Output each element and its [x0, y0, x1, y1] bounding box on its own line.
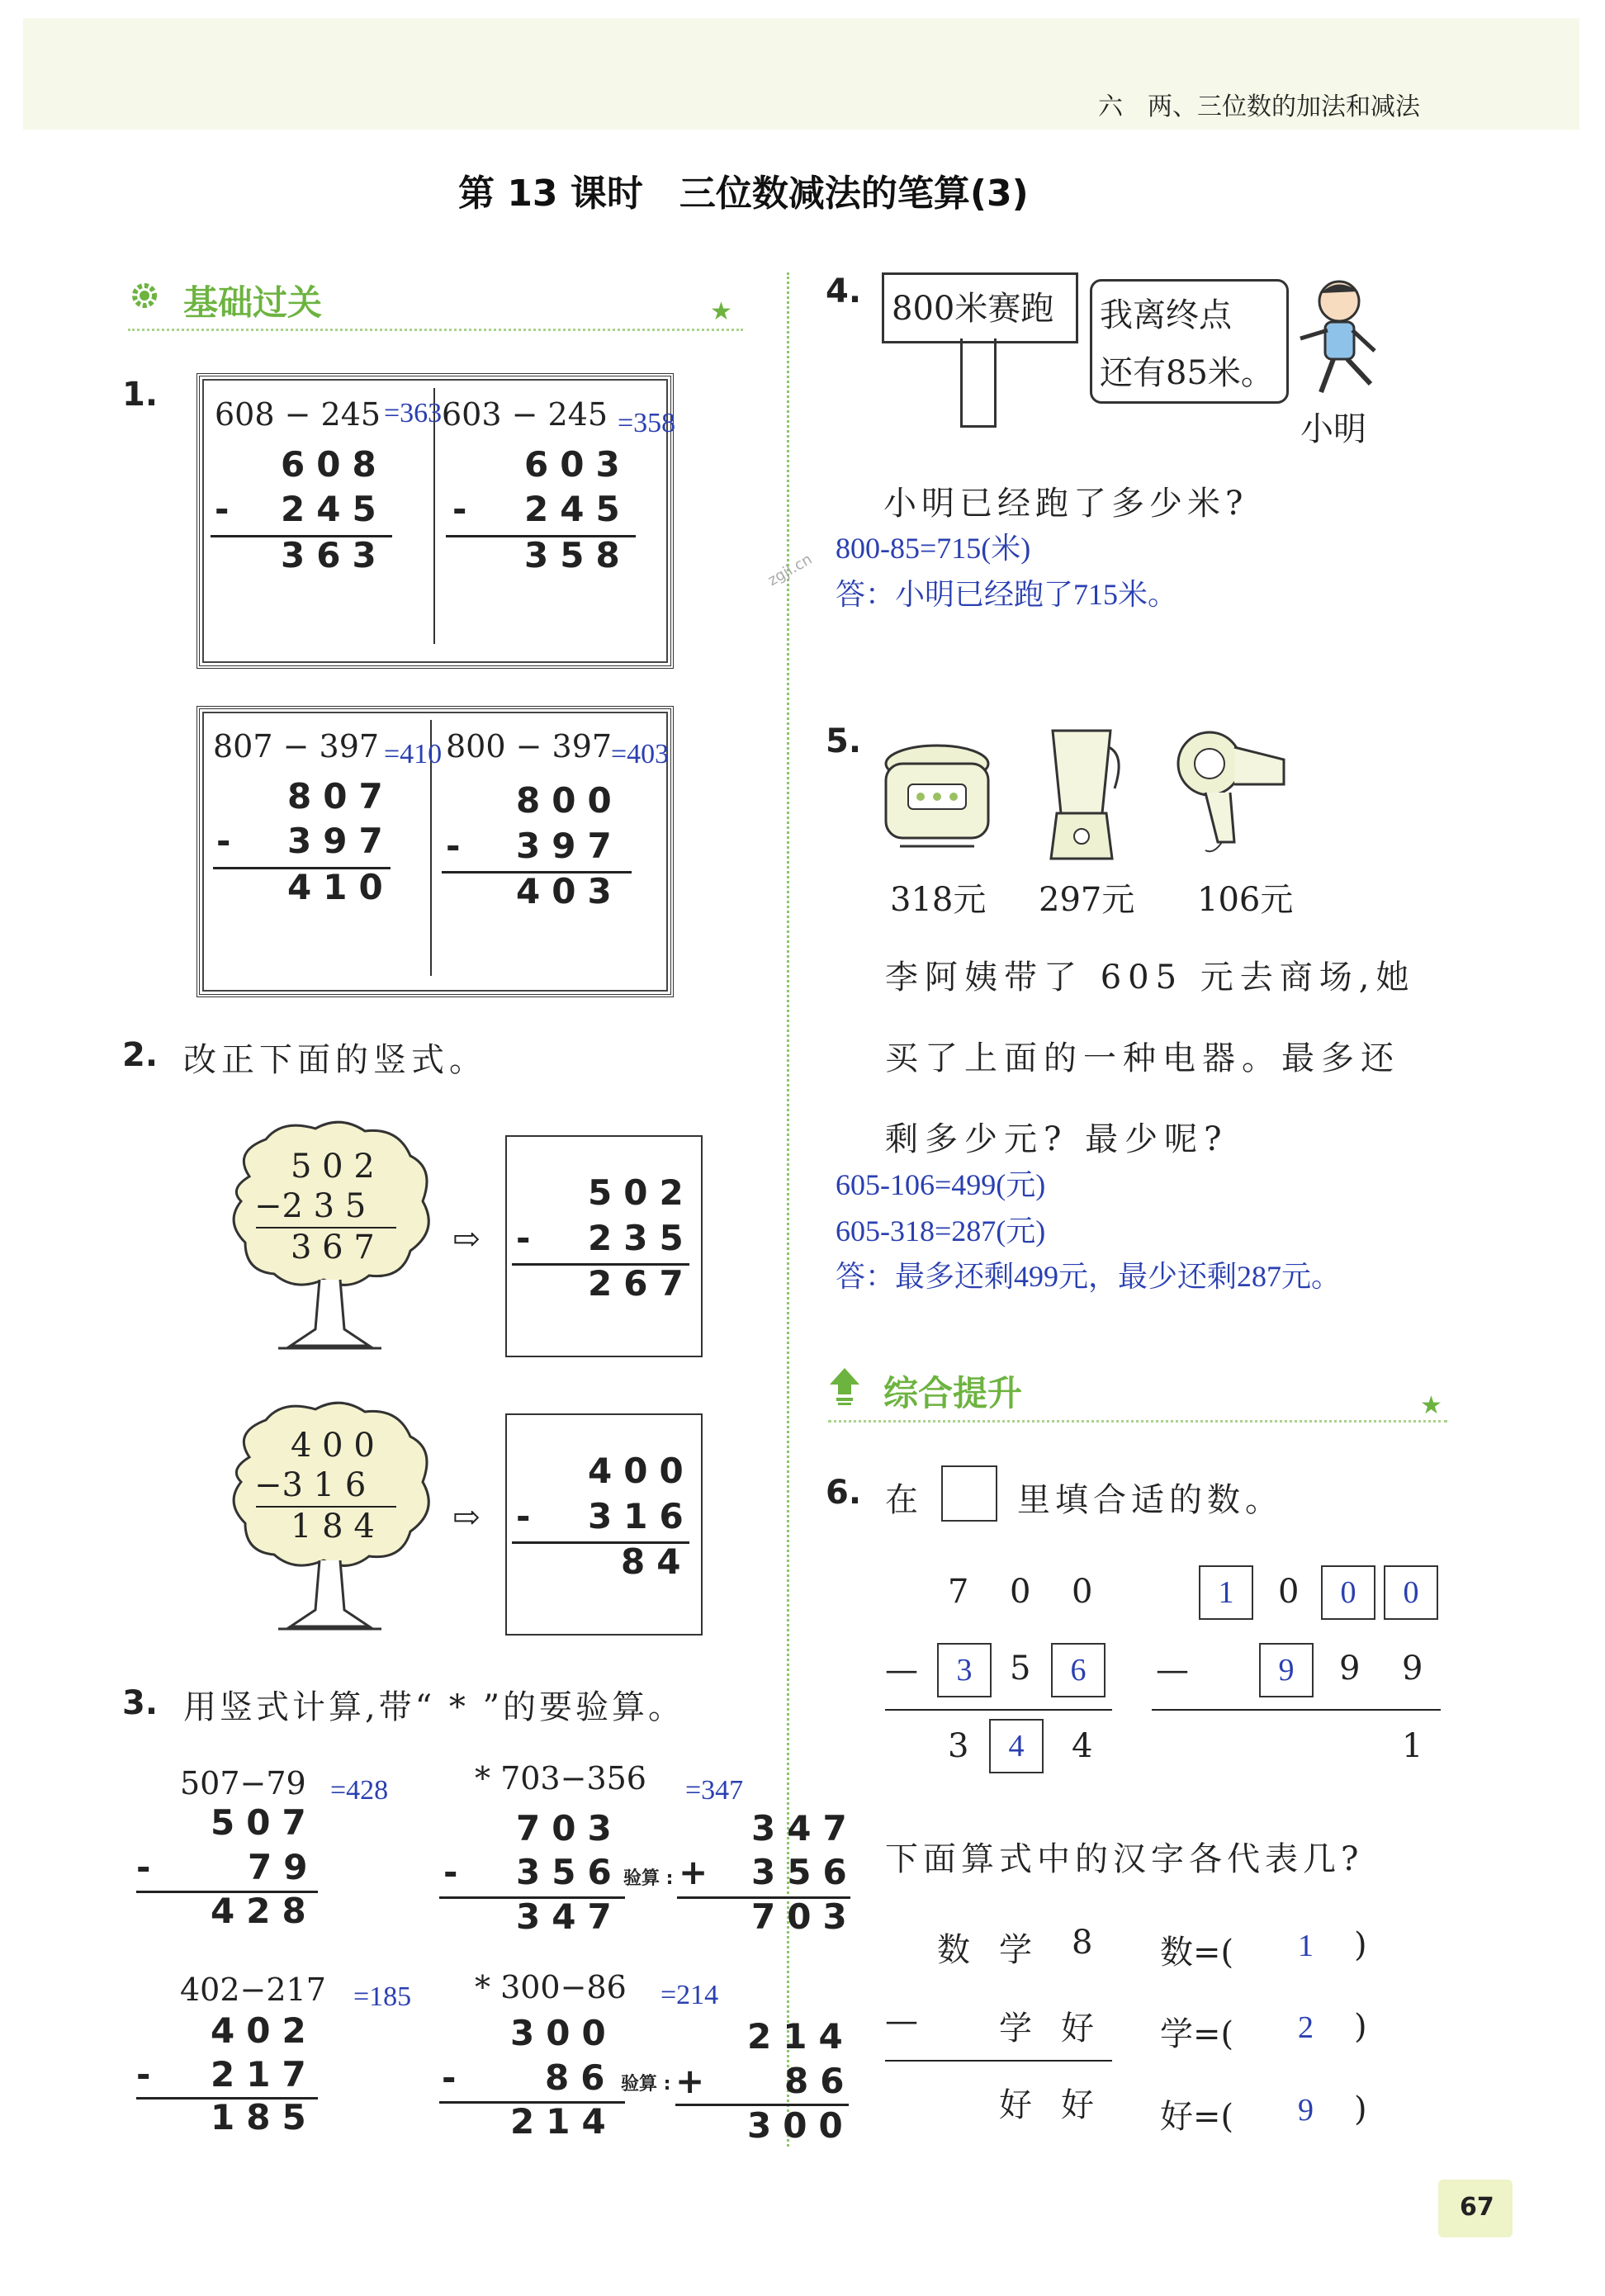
q6-number: 6. — [826, 1474, 862, 1512]
digit: 4 — [1072, 1727, 1093, 1765]
q3-minus: - — [443, 1852, 470, 1892]
puzzle-char: 好 — [1061, 2086, 1094, 2124]
q5-text: 买了上面的一种电器。最多还 — [885, 1039, 1400, 1077]
page-number: 67 — [1460, 2193, 1494, 2222]
wrong-line: −2 3 5 — [254, 1187, 367, 1225]
q1-minus: - — [216, 821, 243, 861]
q1-top-number: 800 — [516, 780, 623, 821]
section-advanced-underline — [828, 1420, 1447, 1423]
q3-check-mid: 356 — [751, 1852, 859, 1892]
q6-blank-box — [941, 1465, 997, 1522]
q3-subtrahend: 217 — [211, 2054, 318, 2095]
race-sign-text: 800米赛跑 — [892, 290, 1054, 328]
q6-rule — [1152, 1709, 1441, 1711]
q3-result: 428 — [211, 1891, 318, 1931]
q4-answer-line: 答：小明已经跑了715米。 — [836, 578, 1178, 611]
q6-rule — [885, 2060, 1112, 2062]
q1-answer: =363 — [384, 398, 443, 428]
q1-result: 358 — [524, 535, 632, 575]
q1-result: 363 — [281, 535, 388, 575]
q3-result: 185 — [211, 2097, 318, 2137]
q3-check-result: 300 — [747, 2105, 855, 2146]
q2-number: 2. — [122, 1036, 159, 1074]
q1-subtrahend: 397 — [516, 826, 623, 866]
q3-answer: =347 — [685, 1775, 744, 1806]
wrong-line: −3 1 6 — [254, 1466, 367, 1504]
q3-minus: - — [442, 2057, 468, 2098]
digit: 0 — [1278, 1573, 1300, 1611]
q1-minus: - — [452, 489, 479, 529]
blender-icon — [1036, 722, 1127, 867]
fix-result: 84 — [621, 1541, 693, 1582]
q3-check-top: 214 — [747, 2016, 855, 2057]
q1-result: 410 — [287, 867, 395, 907]
puzzle-char: 8 — [1072, 1924, 1093, 1962]
puzzle-char: 学 — [999, 2010, 1032, 2047]
section-advanced-title: 综合提升 — [883, 1373, 1023, 1413]
answer-box: 3 — [937, 1643, 992, 1697]
q1-answer: =358 — [618, 408, 676, 438]
price-label: 297元 — [1039, 881, 1135, 919]
puzzle-char: 好 — [1061, 2010, 1094, 2047]
puzzle-char: 学 — [999, 1931, 1032, 1969]
q1-top-number: 608 — [281, 444, 388, 485]
q6-text: 在 — [885, 1481, 918, 1519]
price-label: 318元 — [890, 881, 987, 919]
fix-subtrahend: 316 — [588, 1496, 695, 1536]
fix-minus: - — [516, 1218, 542, 1258]
q3-minus: - — [136, 2054, 163, 2095]
wrong-line: 1 8 4 — [291, 1508, 375, 1546]
q5-text: 剩多少元? 最少呢? — [885, 1120, 1229, 1158]
q3-top: 703 — [516, 1808, 623, 1849]
q3-result: 347 — [516, 1896, 623, 1937]
q3-check-top: 347 — [751, 1808, 859, 1849]
wrong-line: 4 0 0 — [291, 1427, 375, 1465]
answer-close: ) — [1354, 2090, 1367, 2128]
answer-value: 1 — [1298, 1929, 1314, 1963]
q3-subtrahend: 356 — [516, 1852, 623, 1892]
fix-top: 502 — [588, 1172, 695, 1213]
answer-box: 6 — [1051, 1643, 1106, 1697]
q5-answer-line: 605-106=499(元) — [836, 1168, 1046, 1201]
q1-minus: - — [215, 489, 241, 529]
q3-minus: - — [136, 1847, 163, 1887]
hair-dryer-icon — [1172, 727, 1296, 859]
wrong-line: 3 6 7 — [291, 1228, 375, 1266]
digit: 0 — [1010, 1573, 1031, 1611]
answer-box: 9 — [1259, 1643, 1314, 1697]
minus-sign: — — [885, 2002, 918, 2040]
rice-cooker-icon — [875, 739, 999, 854]
q5-text: 李阿姨带了 605 元去商场,她 — [885, 959, 1416, 997]
arrow-up-icon — [828, 1366, 861, 1406]
puzzle-char: 好 — [999, 2086, 1032, 2124]
q5-number: 5. — [826, 722, 862, 760]
fix-subtrahend: 235 — [588, 1218, 695, 1258]
digit: 5 — [1010, 1650, 1031, 1688]
q1-expr: 608 − 245 — [215, 396, 381, 433]
q5-answer-line: 答：最多还剩499元，最少还剩287元。 — [836, 1260, 1342, 1293]
answer-box: 1 — [1199, 1565, 1253, 1620]
page-title: 第 13 课时 三位数减法的笔算(3) — [458, 173, 1029, 215]
answer-value: 9 — [1298, 2093, 1314, 2128]
q1-top-number: 603 — [524, 444, 632, 485]
q1-expr: 807 − 397 — [213, 728, 380, 765]
q3-subtrahend: 79 — [248, 1847, 320, 1887]
q1-result: 403 — [516, 871, 623, 911]
fix-top: 400 — [588, 1451, 695, 1491]
bubble-line: 还有85米。 — [1100, 354, 1274, 392]
q3-expr: 507−79 — [180, 1765, 306, 1801]
arrow-icon: ⇨ — [452, 1220, 481, 1258]
answer-close: ) — [1354, 2008, 1367, 2046]
q3-answer: =214 — [660, 1980, 719, 2010]
gear-icon — [128, 279, 161, 312]
digit: 7 — [948, 1573, 969, 1611]
answer-label: 数=( — [1160, 1934, 1234, 1972]
minus-sign: — — [1156, 1651, 1189, 1689]
runner-illustration — [1288, 277, 1387, 400]
q1-expr: 603 − 245 — [442, 396, 608, 433]
digit: 9 — [1402, 1650, 1423, 1688]
q3-result: 214 — [510, 2101, 618, 2142]
q1-subtrahend: 245 — [281, 489, 388, 529]
wrong-line: 5 0 2 — [291, 1148, 375, 1186]
digit: 1 — [1402, 1727, 1423, 1765]
q6-sub-question: 下面算式中的汉字各代表几? — [885, 1840, 1364, 1878]
answer-label: 好=( — [1160, 2098, 1234, 2136]
person-label: 小明 — [1300, 410, 1366, 448]
fix-result: 267 — [588, 1263, 695, 1304]
q3-expr: * 300−86 — [475, 1969, 627, 2005]
q1-minus: - — [446, 826, 472, 866]
q3-check-label: 验算 : — [623, 1868, 674, 1889]
fix-minus: - — [516, 1496, 542, 1536]
arrow-icon: ⇨ — [452, 1498, 481, 1536]
digit: 3 — [948, 1727, 969, 1765]
q4-number: 4. — [826, 272, 862, 310]
q2-instruction: 改正下面的竖式。 — [183, 1041, 487, 1079]
answer-box: 0 — [1321, 1565, 1375, 1620]
watermark: zgjl.cn — [765, 550, 816, 590]
star-icon: ★ — [710, 297, 732, 326]
q1-number: 1. — [122, 376, 159, 414]
q3-check-label: 验算 : — [621, 2074, 671, 2095]
chapter-header: 六 两、三位数的加法和减法 — [1098, 92, 1420, 121]
q3-expr: 402−217 — [180, 1972, 326, 2008]
answer-close: ) — [1354, 1926, 1367, 1964]
q3-top: 507 — [211, 1802, 318, 1843]
q6-text: 里填合适的数。 — [1017, 1481, 1283, 1519]
answer-label: 学=( — [1160, 2015, 1234, 2053]
q3-top: 300 — [510, 2013, 618, 2053]
q3-expr: * 703−356 — [475, 1760, 646, 1797]
q1-subtrahend: 245 — [524, 489, 632, 529]
q1-top-number: 807 — [287, 776, 395, 817]
q3-number: 3. — [122, 1684, 159, 1722]
sign-post — [960, 338, 997, 428]
q3-subtrahend: 86 — [545, 2057, 617, 2098]
q3-answer: =428 — [330, 1775, 389, 1806]
q3-check-result: 703 — [751, 1896, 859, 1937]
star-icon: ★ — [1420, 1391, 1442, 1420]
bubble-line: 我离终点 — [1100, 296, 1232, 334]
section-basic-underline — [128, 329, 743, 331]
answer-box: 0 — [1384, 1565, 1438, 1620]
answer-value: 2 — [1298, 2010, 1314, 2045]
q6-rule — [885, 1709, 1112, 1711]
q1-answer: =403 — [611, 739, 670, 769]
price-label: 106元 — [1197, 881, 1294, 919]
q3-instruction: 用竖式计算,带“ * ”的要验算。 — [183, 1688, 685, 1726]
section-basic-title: 基础过关 — [183, 282, 323, 323]
q3-answer: =185 — [353, 1981, 412, 2012]
puzzle-char: 数 — [937, 1931, 970, 1969]
q1-answer: =410 — [384, 739, 443, 769]
answer-box: 4 — [989, 1719, 1044, 1773]
q1-subtrahend: 397 — [287, 821, 395, 861]
q4-question: 小明已经跑了多少米? — [883, 485, 1248, 523]
q3-plus: + — [675, 2061, 717, 2101]
q3-top: 402 — [211, 2010, 318, 2051]
digit: 0 — [1072, 1573, 1093, 1611]
q3-plus: + — [679, 1852, 720, 1892]
minus-sign: — — [885, 1651, 918, 1689]
q1-expr: 800 − 397 — [446, 728, 613, 765]
q4-answer-line: 800-85=715(米) — [836, 532, 1031, 565]
q5-answer-line: 605-318=287(元) — [836, 1214, 1046, 1247]
digit: 9 — [1339, 1650, 1361, 1688]
q3-check-mid: 86 — [784, 2061, 856, 2101]
